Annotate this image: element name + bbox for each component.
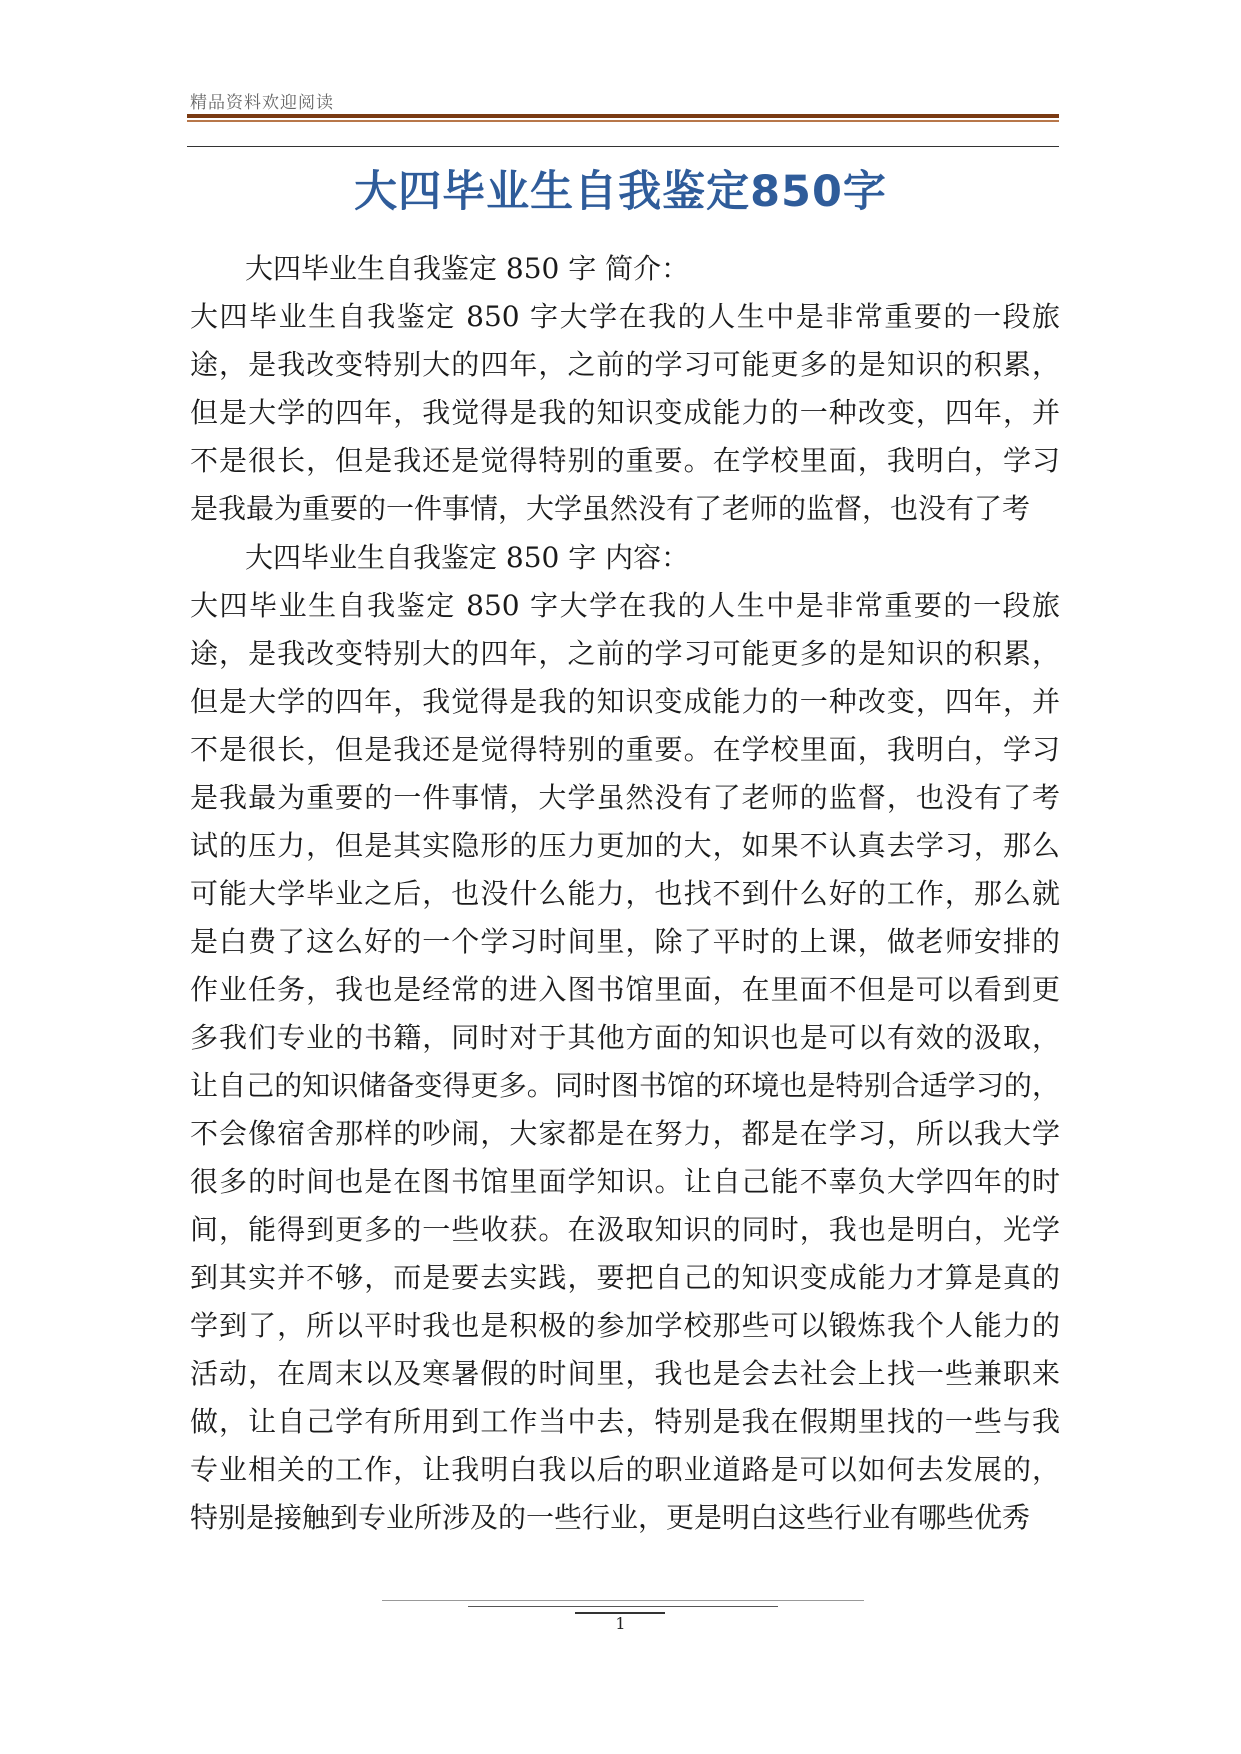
intro-heading: 大四毕业生自我鉴定 850 字 简介：	[245, 252, 690, 285]
page-header-label: 精品资料欢迎阅读	[190, 93, 334, 113]
header-rule-thick	[187, 114, 1059, 118]
paragraph-line: 活动，在周末以及寒暑假的时间里，我也是会去社会上找一些兼职来	[190, 1357, 1060, 1390]
header-rule-hairline	[187, 146, 1059, 147]
footer-rule-long	[382, 1600, 864, 1601]
paragraph-line: 间，能得到更多的一些收获。在汲取知识的同时，我也是明白，光学	[190, 1213, 1060, 1246]
paragraph-line: 是我最为重要的一件事情，大学虽然没有了老师的监督，也没有了考	[190, 492, 1031, 525]
paragraph-line: 途，是我改变特别大的四年，之前的学习可能更多的是知识的积累，	[190, 637, 1060, 670]
content-heading: 大四毕业生自我鉴定 850 字 内容：	[245, 541, 690, 574]
paragraph-line: 大四毕业生自我鉴定 850 字大学在我的人生中是非常重要的一段旅	[190, 300, 1060, 333]
paragraph-line: 让自己的知识储备变得更多。同时图书馆的环境也是特别合适学习的，	[190, 1069, 1060, 1102]
intro-body	[190, 293, 1060, 533]
paragraph-line: 是白费了这么好的一个学习时间里，除了平时的上课，做老师安排的	[190, 925, 1060, 958]
document-title: 大四毕业生自我鉴定850字	[354, 167, 887, 217]
paragraph-line: 特别是接触到专业所涉及的一些行业，更是明白这些行业有哪些优秀	[190, 1501, 1031, 1534]
paragraph-line: 不会像宿舍那样的吵闹，大家都是在努力，都是在学习，所以我大学	[190, 1117, 1060, 1150]
paragraph-line: 不是很长，但是我还是觉得特别的重要。在学校里面，我明白，学习	[190, 444, 1060, 477]
paragraph-line: 作业任务，我也是经常的进入图书馆里面，在里面不但是可以看到更	[190, 973, 1060, 1006]
paragraph-line: 但是大学的四年，我觉得是我的知识变成能力的一种改变，四年，并	[190, 396, 1060, 429]
paragraph-line: 多我们专业的书籍，同时对于其他方面的知识也是可以有效的汲取，	[190, 1021, 1060, 1054]
paragraph-line: 很多的时间也是在图书馆里面学知识。让自己能不辜负大学四年的时	[190, 1165, 1060, 1198]
paragraph-line: 试的压力，但是其实隐形的压力更加的大，如果不认真去学习，那么	[190, 829, 1060, 862]
paragraph-line: 专业相关的工作，让我明白我以后的职业道路是可以如何去发展的，	[190, 1453, 1060, 1486]
paragraph-line: 是我最为重要的一件事情，大学虽然没有了老师的监督，也没有了考	[190, 781, 1060, 814]
paragraph-line: 不是很长，但是我还是觉得特别的重要。在学校里面，我明白，学习	[190, 733, 1060, 766]
paragraph-line: 到其实并不够，而是要去实践，要把自己的知识变成能力才算是真的	[190, 1261, 1060, 1294]
paragraph-line: 途，是我改变特别大的四年，之前的学习可能更多的是知识的积累，	[190, 348, 1060, 381]
header-rule-thin	[187, 120, 1059, 122]
footer-rule-mid	[468, 1606, 778, 1607]
content-body	[190, 582, 1060, 1542]
paragraph-line: 但是大学的四年，我觉得是我的知识变成能力的一种改变，四年，并	[190, 685, 1060, 718]
paragraph-line: 做，让自己学有所用到工作当中去，特别是我在假期里找的一些与我	[190, 1405, 1060, 1438]
paragraph-line: 大四毕业生自我鉴定 850 字大学在我的人生中是非常重要的一段旅	[190, 589, 1060, 622]
paragraph-line: 学到了，所以平时我也是积极的参加学校那些可以锻炼我个人能力的	[190, 1309, 1060, 1342]
paragraph-line: 可能大学毕业之后，也没什么能力，也找不到什么好的工作，那么就	[190, 877, 1060, 910]
page-number: 1	[615, 1614, 626, 1633]
